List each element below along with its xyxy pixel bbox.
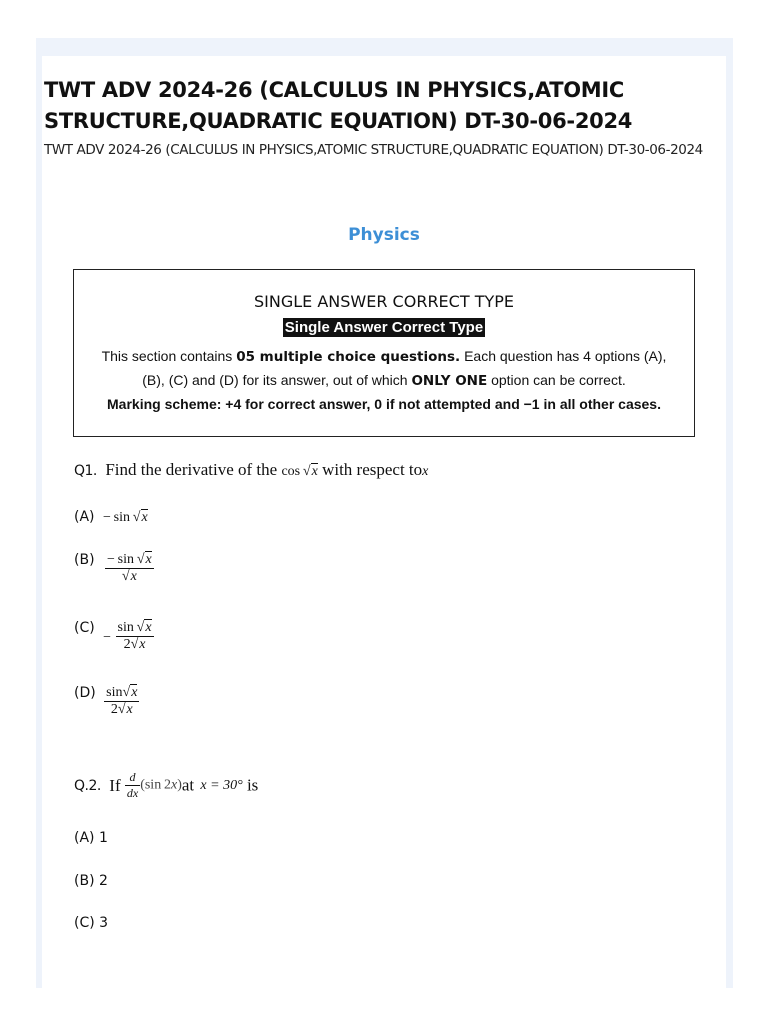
question-1: Q1. Find the derivative of the cos √x with respect tox [74,460,429,479]
math-expression: cos √x [281,464,318,479]
question-text: Find the derivative of the [105,460,282,479]
section-heading: Physics [348,225,420,245]
instructions-heading: SINGLE ANSWER CORRECT TYPE [254,292,514,311]
option-c[interactable]: (C) 3 [74,915,109,931]
option-b[interactable]: (B) $\frac{- \sin √x}{√x}$ [74,552,152,584]
marking-scheme: Marking scheme: +4 for correct answer, 0 if not attempted and −1 in all other cases. [107,396,661,412]
option-b[interactable]: (B) 2 [74,873,108,889]
question-number: Q1. [74,463,97,479]
option-c[interactable]: (C) − $\frac{\sin √x}{2√x}$ [74,620,152,652]
page-title: TWT ADV 2024-26 (CALCULUS IN PHYSICS,ATOMIC STRUCTURE,QUADRATIC EQUATION) DT-30-06-2024 [44,78,633,133]
option-a[interactable]: (A) 1 [74,830,108,846]
option-d[interactable]: (D) $\frac{\sin√x}{2√x}$ [74,685,138,717]
question-2: Q.2. If $\frac{d}{dx}$ (sin 2x)at x = 30° is [74,770,259,800]
instructions-subheading: Single Answer Correct Type [284,319,484,336]
instructions-box [73,269,695,437]
instructions-text: This section contains 05 multiple choice questions. Each question has 4 options (A), (B), (C) and (D) for its answer, out of which ONLY ONE option can be correct. [101,348,667,389]
option-a[interactable]: (A) − sin √x [74,509,148,525]
page-subtitle: TWT ADV 2024-26 (CALCULUS IN PHYSICS,ATOMIC STRUCTURE,QUADRATIC EQUATION) DT-30-06-2024 [44,142,703,158]
question-number: Q.2. [74,777,101,794]
